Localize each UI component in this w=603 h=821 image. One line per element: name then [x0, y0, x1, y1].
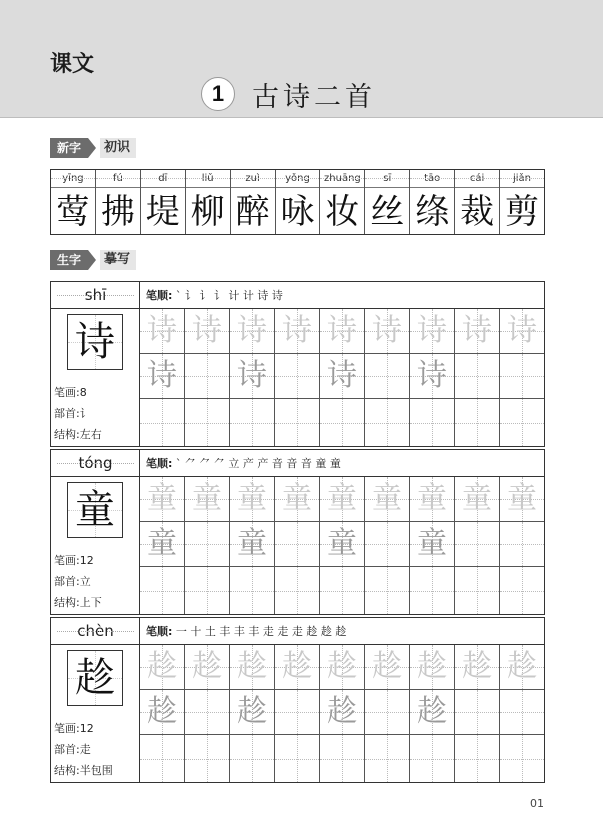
practice-char: 童: [192, 481, 222, 516]
stroke-order: [140, 450, 544, 477]
section-tag-sublabel: 初识: [100, 138, 136, 158]
practice-cell[interactable]: [230, 690, 275, 734]
practice-cell[interactable]: [275, 354, 320, 398]
practice-row: [140, 354, 544, 399]
structure-value: 左右: [79, 428, 102, 441]
vocab-pinyin: liǔ: [186, 170, 230, 188]
practice-cell[interactable]: [320, 690, 365, 734]
practice-cell[interactable]: [365, 309, 410, 353]
structure-value: 半包围: [79, 764, 113, 777]
model-character: 童: [75, 487, 115, 533]
character-pinyin: chèn: [51, 618, 140, 645]
practice-cell[interactable]: [500, 309, 544, 353]
practice-cell[interactable]: [500, 645, 544, 689]
vocab-char: 醉: [235, 192, 270, 232]
practice-cell[interactable]: [275, 477, 320, 521]
stroke-count-value: 8: [79, 386, 87, 399]
stroke-count-label: 笔画:: [54, 386, 80, 399]
vocab-pinyin: cái: [455, 170, 499, 188]
practice-row: [140, 477, 544, 522]
practice-cell[interactable]: [275, 309, 320, 353]
practice-cell[interactable]: [500, 690, 544, 734]
practice-cell[interactable]: [500, 399, 544, 446]
practice-char: 趁: [147, 694, 177, 729]
character-info-panel: [51, 618, 140, 782]
practice-cell[interactable]: [320, 735, 365, 782]
practice-cell[interactable]: [230, 354, 275, 398]
practice-cell[interactable]: [410, 477, 455, 521]
radical-label: 部首:: [54, 407, 80, 420]
practice-char: 童: [237, 526, 267, 561]
practice-cell[interactable]: [455, 735, 500, 782]
practice-cell[interactable]: [410, 735, 455, 782]
character-pinyin: tóng: [51, 450, 140, 477]
practice-cell[interactable]: [320, 477, 365, 521]
stroke-order-label: 笔顺:: [146, 457, 173, 470]
vocab-cell: [276, 170, 321, 234]
practice-cell[interactable]: [455, 645, 500, 689]
practice-cell[interactable]: [185, 645, 230, 689]
vocab-cell: [410, 170, 455, 234]
practice-char: 趁: [417, 649, 447, 684]
practice-cell[interactable]: [140, 735, 185, 782]
radical-value: 立: [79, 575, 91, 588]
section-tag-vocab: [50, 138, 136, 158]
practice-char: 童: [237, 481, 267, 516]
practice-cell[interactable]: [140, 477, 185, 521]
section-tag-label: 生字: [50, 250, 88, 270]
structure: [54, 426, 102, 442]
stroke-order-sequence: 一 十 土 丰 丰 丰 走 走 走 趁 趁 趁: [175, 625, 347, 638]
lesson-title: 古诗二首: [252, 82, 376, 113]
section-tag-sublabel: 摹写: [100, 250, 136, 270]
practice-cell[interactable]: [140, 309, 185, 353]
vocab-cell: [320, 170, 365, 234]
practice-cell[interactable]: [320, 522, 365, 566]
stroke-count-value: 12: [79, 554, 94, 567]
practice-char: 童: [147, 526, 177, 561]
practice-cell[interactable]: [410, 522, 455, 566]
practice-cell[interactable]: [365, 567, 410, 614]
stroke-count: [54, 552, 94, 568]
practice-char: 诗: [192, 313, 222, 348]
section-tag-writing: [50, 250, 136, 270]
practice-cell[interactable]: [410, 354, 455, 398]
practice-char: 童: [507, 481, 537, 516]
radical-value: 走: [79, 743, 91, 756]
practice-cell[interactable]: [275, 645, 320, 689]
structure-value: 上下: [79, 596, 102, 609]
structure-label: 结构:: [54, 428, 80, 441]
stroke-count-value: 12: [79, 722, 94, 735]
practice-cell[interactable]: [140, 645, 185, 689]
practice-cell[interactable]: [455, 309, 500, 353]
section-tag-arrow-icon: [88, 250, 96, 270]
practice-cell[interactable]: [500, 522, 544, 566]
vocab-char: 剪: [505, 192, 540, 232]
stroke-order-label: 笔顺:: [146, 625, 173, 638]
character-practice-block: [50, 617, 545, 783]
header-rule: [0, 117, 603, 118]
practice-cell[interactable]: [455, 690, 500, 734]
vocab-cell: [231, 170, 276, 234]
vocab-char: 丝: [370, 192, 405, 232]
structure-label: 结构:: [54, 596, 80, 609]
practice-char: 童: [147, 481, 177, 516]
practice-cell[interactable]: [410, 645, 455, 689]
practice-row: [140, 690, 544, 735]
practice-cell[interactable]: [275, 690, 320, 734]
practice-cell[interactable]: [500, 567, 544, 614]
practice-char: 童: [327, 481, 357, 516]
practice-cell[interactable]: [275, 735, 320, 782]
practice-row: [140, 645, 544, 690]
practice-cell[interactable]: [230, 645, 275, 689]
vocab-cell: [500, 170, 544, 234]
vocab-pinyin: yǒng: [276, 170, 320, 188]
practice-cell[interactable]: [140, 690, 185, 734]
practice-cell[interactable]: [320, 399, 365, 446]
practice-cell[interactable]: [275, 522, 320, 566]
practice-cell[interactable]: [140, 399, 185, 446]
stroke-order: [140, 282, 544, 309]
practice-cell[interactable]: [410, 399, 455, 446]
practice-cell[interactable]: [500, 354, 544, 398]
character-pinyin: shī: [51, 282, 140, 309]
practice-cell[interactable]: [230, 399, 275, 446]
lesson-number-badge: 1: [201, 77, 235, 111]
vocab-char: 拂: [100, 192, 135, 232]
vocab-char: 绦: [415, 192, 450, 232]
practice-grid: [140, 477, 544, 614]
practice-cell[interactable]: [455, 477, 500, 521]
practice-char: 诗: [237, 313, 267, 348]
practice-char: 趁: [417, 694, 447, 729]
practice-cell[interactable]: [410, 309, 455, 353]
practice-cell[interactable]: [365, 690, 410, 734]
stroke-order-sequence: ` 讠 讠 讠 计 计 诗 诗: [175, 289, 283, 302]
unit-label: 课文: [50, 52, 95, 77]
vocab-cell: [365, 170, 410, 234]
practice-cell[interactable]: [500, 735, 544, 782]
vocab-char: 咏: [280, 192, 315, 232]
practice-cell[interactable]: [185, 309, 230, 353]
practice-char: 趁: [237, 649, 267, 684]
practice-cell[interactable]: [455, 567, 500, 614]
practice-char: 诗: [237, 358, 267, 393]
practice-char: 童: [327, 526, 357, 561]
vocab-pinyin: fú: [96, 170, 140, 188]
practice-row: [140, 522, 544, 567]
section-tag-arrow-icon: [88, 138, 96, 158]
practice-char: 诗: [282, 313, 312, 348]
practice-cell[interactable]: [275, 399, 320, 446]
stroke-count: [54, 384, 87, 400]
practice-cell[interactable]: [140, 567, 185, 614]
vocab-cell: [455, 170, 500, 234]
practice-char: 趁: [237, 694, 267, 729]
radical-label: 部首:: [54, 575, 80, 588]
vocab-table: [50, 169, 545, 235]
practice-char: 趁: [192, 649, 222, 684]
vocab-char: 裁: [460, 192, 495, 232]
stroke-count: [54, 720, 94, 736]
practice-cell[interactable]: [185, 567, 230, 614]
practice-char: 诗: [147, 358, 177, 393]
practice-cell[interactable]: [365, 354, 410, 398]
character-info-panel: [51, 450, 140, 614]
stroke-order-sequence: ` ⺈ ⺈ ⺈ 立 产 产 音 音 音 童 童: [175, 457, 341, 470]
vocab-cell: [51, 170, 96, 234]
structure: [54, 594, 102, 610]
practice-char: 诗: [417, 313, 447, 348]
practice-char: 趁: [372, 649, 402, 684]
practice-cell[interactable]: [185, 735, 230, 782]
model-character-box: [67, 314, 123, 370]
vocab-pinyin: zhuāng: [320, 170, 364, 188]
model-character: 诗: [75, 319, 115, 365]
practice-char: 诗: [147, 313, 177, 348]
stroke-count-label: 笔画:: [54, 722, 80, 735]
page-number: 01: [530, 797, 544, 810]
practice-char: 童: [417, 481, 447, 516]
vocab-cell: [96, 170, 141, 234]
practice-cell[interactable]: [185, 522, 230, 566]
practice-char: 趁: [147, 649, 177, 684]
vocab-char: 柳: [190, 192, 225, 232]
practice-char: 诗: [417, 358, 447, 393]
vocab-cell: [141, 170, 186, 234]
character-info-panel: [51, 282, 140, 446]
vocab-pinyin: tāo: [410, 170, 454, 188]
practice-cell[interactable]: [455, 522, 500, 566]
stroke-count-label: 笔画:: [54, 554, 80, 567]
practice-grid: [140, 645, 544, 782]
practice-cell[interactable]: [365, 399, 410, 446]
practice-char: 童: [282, 481, 312, 516]
model-character: 趁: [75, 655, 115, 701]
practice-cell[interactable]: [140, 522, 185, 566]
practice-cell[interactable]: [275, 567, 320, 614]
practice-char: 趁: [327, 694, 357, 729]
vocab-pinyin: sī: [365, 170, 409, 188]
practice-cell[interactable]: [140, 354, 185, 398]
radical: [54, 573, 91, 589]
stroke-order-label: 笔顺:: [146, 289, 173, 302]
practice-char: 诗: [507, 313, 537, 348]
radical: [54, 405, 91, 421]
practice-cell[interactable]: [410, 690, 455, 734]
practice-cell[interactable]: [320, 567, 365, 614]
character-practice-block: [50, 281, 545, 447]
practice-cell[interactable]: [455, 354, 500, 398]
practice-cell[interactable]: [185, 477, 230, 521]
practice-cell[interactable]: [185, 354, 230, 398]
vocab-pinyin: zuì: [231, 170, 275, 188]
practice-cell[interactable]: [230, 735, 275, 782]
practice-row: [140, 309, 544, 354]
practice-cell[interactable]: [185, 399, 230, 446]
practice-char: 童: [372, 481, 402, 516]
practice-cell[interactable]: [365, 477, 410, 521]
practice-cell[interactable]: [230, 522, 275, 566]
practice-char: 趁: [462, 649, 492, 684]
practice-cell[interactable]: [320, 354, 365, 398]
practice-char: 童: [462, 481, 492, 516]
model-character-box: [67, 650, 123, 706]
practice-cell[interactable]: [500, 477, 544, 521]
model-character-box: [67, 482, 123, 538]
radical-label: 部首:: [54, 743, 80, 756]
practice-char: 趁: [327, 649, 357, 684]
practice-row: [140, 735, 544, 782]
vocab-char: 莺: [55, 192, 90, 232]
vocab-pinyin: dī: [141, 170, 185, 188]
character-practice-block: [50, 449, 545, 615]
radical-value: 讠: [79, 407, 91, 420]
practice-cell[interactable]: [320, 645, 365, 689]
practice-cell[interactable]: [185, 690, 230, 734]
practice-cell[interactable]: [410, 567, 455, 614]
practice-cell[interactable]: [230, 309, 275, 353]
section-tag-label: 新字: [50, 138, 88, 158]
stroke-order: [140, 618, 544, 645]
practice-cell[interactable]: [230, 477, 275, 521]
vocab-char: 堤: [145, 192, 180, 232]
structure: [54, 762, 113, 778]
practice-char: 诗: [462, 313, 492, 348]
practice-cell[interactable]: [365, 735, 410, 782]
practice-row: [140, 567, 544, 614]
radical: [54, 741, 91, 757]
practice-char: 童: [417, 526, 447, 561]
practice-row: [140, 399, 544, 446]
practice-cell[interactable]: [365, 645, 410, 689]
practice-char: 趁: [282, 649, 312, 684]
practice-cell[interactable]: [455, 399, 500, 446]
practice-cell[interactable]: [320, 309, 365, 353]
structure-label: 结构:: [54, 764, 80, 777]
practice-cell[interactable]: [230, 567, 275, 614]
practice-char: 诗: [327, 358, 357, 393]
vocab-cell: [186, 170, 231, 234]
practice-char: 诗: [372, 313, 402, 348]
vocab-char: 妆: [325, 192, 360, 232]
practice-char: 诗: [327, 313, 357, 348]
vocab-pinyin: jiǎn: [500, 170, 544, 188]
practice-cell[interactable]: [365, 522, 410, 566]
practice-char: 趁: [507, 649, 537, 684]
practice-grid: [140, 309, 544, 446]
vocab-pinyin: yīng: [51, 170, 95, 188]
